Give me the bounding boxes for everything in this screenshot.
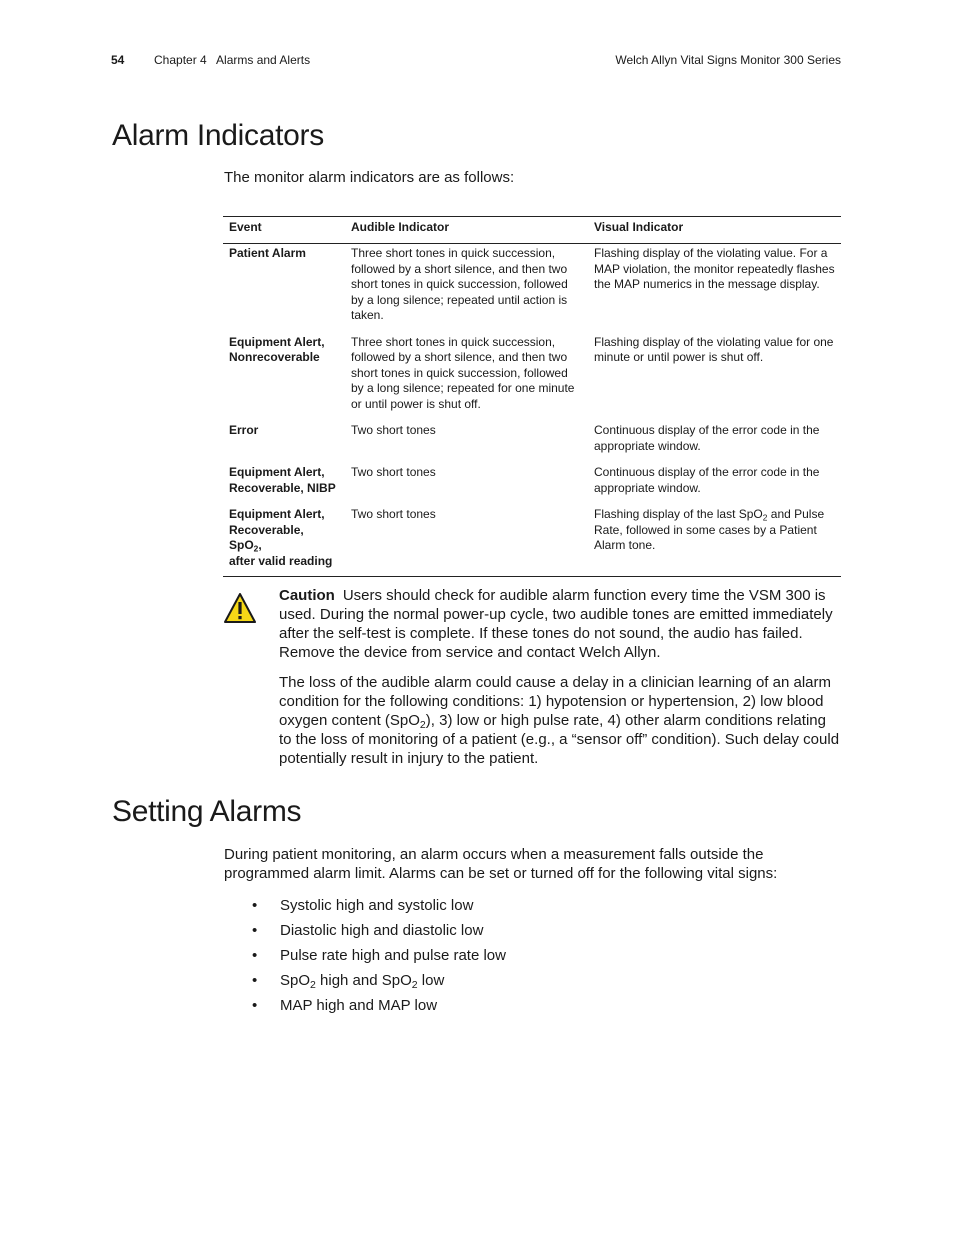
audible-cell: Three short tones in quick succession, followed by a short silence, and then two short tones in quick succession, followed by a long silence; repeated for one minute or until power is shut off. [351,334,575,411]
table-header-row [223,217,841,244]
list-item [252,893,506,918]
loss-of-alarm-paragraph [279,673,841,768]
audible-cell: Three short tones in quick succession, followed by a short silence, and then two short tones in quick succession, followed by a long silence; repeated until action is taken. [351,246,568,322]
table-row [223,465,841,507]
visual-cell: Continuous display of the error code in the appropriate window. [594,423,820,453]
event-line: Equipment Alert, [229,465,325,479]
alarm-indicators-intro: The monitor alarm indicators are as follows: [224,169,515,186]
bullet: • [252,897,258,914]
list-item-text: Diastolic high and diastolic low [280,922,484,939]
audible-cell: Two short tones [351,423,436,437]
visual-cell: Continuous display of the error code in the appropriate window. [594,465,820,495]
visual-cell: Flashing display of the violating value. For a MAP violation, the monitor repeatedly flashes the MAP numerics in the message display. [594,246,835,291]
list-item-text: Systolic high and systolic low [280,897,474,914]
list-item-text: low [417,972,445,989]
column-header-visual: Visual Indicator [588,217,841,244]
list-item [252,968,506,993]
list-item-text: high and SpO [315,972,412,989]
event-line: Equipment Alert, [229,334,325,349]
alarm-indicators-table [223,216,841,577]
event-line: Nonrecoverable [229,350,320,364]
chapter-header: Chapter 4 Alarms and Alerts [154,53,311,67]
event-cell [223,335,345,424]
table-row [223,244,841,335]
loss-text: ), 3) low or high pulse rate, 4) other alarm conditions relating to the loss of monitoring of a patient (e.g., a “sensor off” condition). Such delay could potentially result in injury to the patient. [279,712,840,767]
loss-text: The loss of the audible alarm could cause a delay in a clinician learning of an alarm condition for the following conditions: 1) hypotension or hypertension, 2) low blood oxygen content (SpO [279,674,831,729]
visual-text: and Pulse Rate, followed in some cases by a Patient Alarm tone. [594,507,825,552]
bullet: • [252,972,258,989]
setting-alarms-heading: Setting Alarms [112,795,302,828]
event-line: , [258,538,262,552]
caution-paragraph [279,586,841,662]
visual-text: Flashing display of the last SpO [594,507,763,521]
subscript: 2 [310,979,316,992]
list-item [252,993,506,1018]
list-item-text: MAP high and MAP low [280,997,438,1014]
bullet: • [252,997,258,1014]
bullet: • [252,947,258,964]
warning-triangle-icon [223,592,257,624]
event-line: Recoverable, SpO [229,522,304,552]
list-item [252,943,506,968]
subscript: 2 [411,979,418,992]
event-line: after valid reading [229,553,333,568]
caution-label: Caution [279,587,335,604]
subscript: 2 [253,543,259,554]
setting-alarms-intro: During patient monitoring, an alarm occurs when a measurement falls outside the programmed alarm limit. Alarms can be set or turned off for the following vital signs: [224,846,778,882]
audible-cell: Two short tones [345,507,588,577]
table-row [223,507,841,577]
event-cell: Error [229,423,259,437]
table-row [223,423,841,465]
page-number: 54 [111,53,125,67]
column-header-audible: Audible Indicator [345,217,588,244]
visual-cell [588,507,841,577]
event-cell [223,465,345,507]
visual-cell: Flashing display of the violating value for one minute or until power is shut off. [594,334,834,364]
event-cell [223,507,345,577]
list-item [252,918,506,943]
event-line: Equipment Alert, [229,507,325,521]
book-title-header: Welch Allyn Vital Signs Monitor 300 Series [615,53,841,67]
vital-signs-list [252,893,506,1018]
list-item-text: Pulse rate high and pulse rate low [280,947,506,964]
table-row [223,335,841,424]
event-cell: Patient Alarm [229,246,306,260]
caution-text: Users should check for audible alarm function every time the VSM 300 is used. During the normal power-up cycle, two audible tones are emitted immediately after the self-test is complete. If these tones do not sound, the audio has failed. Remove the device from service and contact Welch Allyn. [279,587,833,661]
alarm-indicators-heading: Alarm Indicators [112,119,324,152]
bullet: • [252,922,258,939]
list-item-text: SpO [280,972,311,989]
subscript: 2 [762,512,768,523]
column-header-event: Event [223,217,345,244]
subscript: 2 [419,719,426,732]
event-line: Recoverable, NIBP [229,480,336,495]
audible-cell: Two short tones [351,465,436,479]
